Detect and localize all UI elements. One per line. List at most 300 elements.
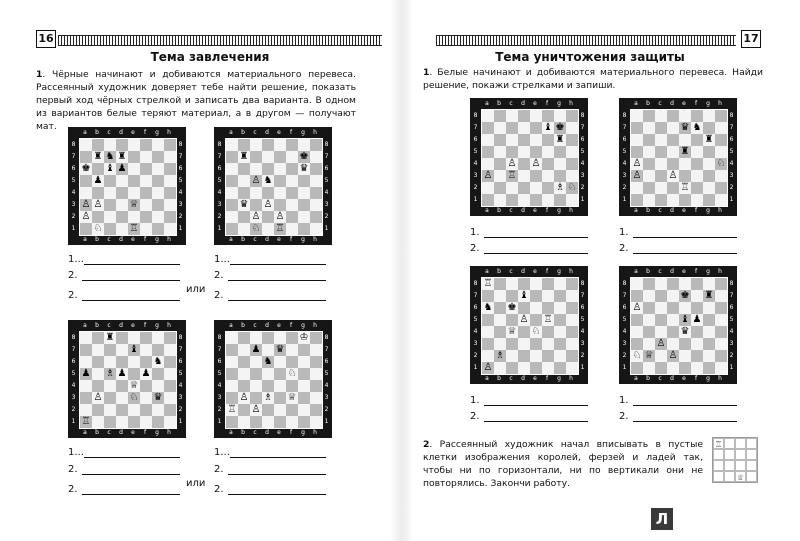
answer-line[interactable]: 2. [214, 270, 326, 281]
board-square[interactable] [703, 302, 715, 314]
board-square[interactable] [116, 175, 128, 187]
board-square[interactable] [92, 368, 104, 380]
board-square[interactable] [631, 134, 643, 146]
board-square[interactable] [643, 110, 655, 122]
board-square[interactable] [703, 158, 715, 170]
board-square[interactable] [667, 326, 679, 338]
board-square[interactable] [92, 211, 104, 223]
board-square[interactable] [506, 362, 518, 374]
board-square[interactable] [140, 151, 152, 163]
chess-piece-d6[interactable]: ♟ [117, 163, 127, 174]
board-square[interactable] [80, 223, 92, 235]
board-square[interactable] [691, 134, 703, 146]
board-square[interactable] [631, 326, 643, 338]
board-square[interactable] [518, 158, 530, 170]
board-square[interactable] [643, 194, 655, 206]
board-square[interactable] [116, 187, 128, 199]
chess-piece-e5[interactable]: ♝ [680, 314, 690, 325]
board-square[interactable] [104, 380, 116, 392]
board-square[interactable] [506, 278, 518, 290]
board-square[interactable] [152, 151, 164, 163]
board-square[interactable] [703, 182, 715, 194]
board-square[interactable] [494, 122, 506, 134]
board-square[interactable] [703, 110, 715, 122]
board-square[interactable] [128, 404, 140, 416]
board-square[interactable] [655, 134, 667, 146]
board-square[interactable] [164, 151, 176, 163]
board-square[interactable] [140, 211, 152, 223]
chess-piece-d2[interactable]: ♙ [668, 350, 678, 361]
board-square[interactable] [164, 404, 176, 416]
board-square[interactable] [274, 332, 286, 344]
board-square[interactable] [655, 122, 667, 134]
board-square[interactable] [667, 146, 679, 158]
board-square[interactable] [715, 146, 727, 158]
board-square[interactable] [262, 404, 274, 416]
chess-piece-d3[interactable]: ♙ [668, 170, 678, 181]
chess-piece-c4[interactable]: ♕ [507, 326, 517, 337]
board-square[interactable] [482, 326, 494, 338]
board-square[interactable] [238, 175, 250, 187]
board-square[interactable] [116, 416, 128, 428]
board-square[interactable] [643, 278, 655, 290]
board-square[interactable] [298, 392, 310, 404]
chess-piece-c1[interactable]: ♘ [251, 223, 261, 234]
board-square[interactable] [506, 134, 518, 146]
board-square[interactable] [104, 344, 116, 356]
board-square[interactable] [286, 404, 298, 416]
board-square[interactable] [250, 368, 262, 380]
board-square[interactable] [250, 416, 262, 428]
board-square[interactable] [566, 362, 578, 374]
board-square[interactable] [80, 404, 92, 416]
board-square[interactable] [80, 187, 92, 199]
chess-piece-g6[interactable]: ♞ [153, 356, 163, 367]
chess-piece-h4[interactable]: ♘ [716, 158, 726, 169]
board-square[interactable] [679, 350, 691, 362]
board-square[interactable] [226, 416, 238, 428]
board-square[interactable] [274, 392, 286, 404]
board-square[interactable] [691, 350, 703, 362]
board-square[interactable] [494, 158, 506, 170]
answer-line[interactable]: 2. [214, 464, 326, 475]
board-square[interactable] [482, 146, 494, 158]
board-square[interactable] [691, 170, 703, 182]
board-square[interactable] [310, 368, 322, 380]
board-square[interactable] [518, 122, 530, 134]
board-square[interactable] [631, 362, 643, 374]
chess-piece-f7[interactable]: ♞ [692, 122, 702, 133]
board-square[interactable] [298, 380, 310, 392]
board-square[interactable] [152, 175, 164, 187]
board-square[interactable] [643, 338, 655, 350]
board-square[interactable] [643, 122, 655, 134]
chess-piece-d5[interactable]: ♟ [117, 368, 127, 379]
board-square[interactable] [238, 163, 250, 175]
board-square[interactable] [643, 314, 655, 326]
board-square[interactable] [542, 362, 554, 374]
board-square[interactable] [262, 332, 274, 344]
board-square[interactable] [643, 146, 655, 158]
chess-piece-e3[interactable]: ♕ [129, 199, 139, 210]
answer-line[interactable]: 1... [214, 447, 326, 458]
chess-piece-e2[interactable]: ♙ [275, 211, 285, 222]
chess-piece-a4[interactable]: ♙ [632, 158, 642, 169]
board-square[interactable] [140, 356, 152, 368]
board-square[interactable] [80, 380, 92, 392]
board-square[interactable] [518, 170, 530, 182]
chess-piece-a3[interactable]: ♙ [483, 170, 493, 181]
chess-piece-a2[interactable]: ♙ [81, 211, 91, 222]
answer-line[interactable]: 2. [214, 484, 326, 495]
board-square[interactable] [679, 134, 691, 146]
board-square[interactable] [164, 199, 176, 211]
chess-piece-a6[interactable]: ♚ [81, 163, 91, 174]
board-square[interactable] [679, 158, 691, 170]
board-square[interactable] [482, 194, 494, 206]
board-square[interactable] [667, 314, 679, 326]
board-square[interactable] [715, 170, 727, 182]
board-square[interactable] [104, 404, 116, 416]
board-square[interactable] [667, 278, 679, 290]
board-square[interactable] [226, 199, 238, 211]
board-square[interactable] [128, 356, 140, 368]
chess-piece-a5[interactable]: ♟ [81, 368, 91, 379]
board-square[interactable] [494, 326, 506, 338]
board-square[interactable] [164, 175, 176, 187]
board-square[interactable] [530, 182, 542, 194]
board-square[interactable] [140, 404, 152, 416]
board-square[interactable] [128, 139, 140, 151]
chess-piece-d7[interactable]: ♜ [117, 151, 127, 162]
board-square[interactable] [691, 290, 703, 302]
board-square[interactable] [554, 290, 566, 302]
board-square[interactable] [703, 194, 715, 206]
board-square[interactable] [655, 110, 667, 122]
board-square[interactable] [655, 350, 667, 362]
board-square[interactable] [530, 290, 542, 302]
board-square[interactable] [542, 110, 554, 122]
board-square[interactable] [566, 326, 578, 338]
board-square[interactable] [679, 278, 691, 290]
chess-piece-b3[interactable]: ♙ [239, 392, 249, 403]
board-square[interactable] [238, 332, 250, 344]
board-square[interactable] [226, 380, 238, 392]
board-square[interactable] [667, 182, 679, 194]
board-square[interactable] [286, 163, 298, 175]
board-square[interactable] [140, 187, 152, 199]
puzzle-cell[interactable] [735, 438, 746, 449]
board-square[interactable] [164, 187, 176, 199]
board-square[interactable] [554, 362, 566, 374]
board-square[interactable] [250, 139, 262, 151]
board-square[interactable] [128, 151, 140, 163]
chess-piece-e7[interactable]: ♝ [129, 344, 139, 355]
board-square[interactable] [643, 362, 655, 374]
chess-piece-d5[interactable]: ♙ [519, 314, 529, 325]
board-square[interactable] [152, 223, 164, 235]
board-square[interactable] [164, 344, 176, 356]
board-square[interactable] [518, 194, 530, 206]
board-square[interactable] [238, 139, 250, 151]
board-square[interactable] [506, 146, 518, 158]
board-square[interactable] [80, 356, 92, 368]
board-square[interactable] [298, 223, 310, 235]
board-square[interactable] [679, 302, 691, 314]
board-square[interactable] [80, 332, 92, 344]
board-square[interactable] [715, 326, 727, 338]
chess-piece-a3[interactable]: ♙ [632, 170, 642, 181]
chess-piece-f5[interactable]: ♖ [543, 314, 553, 325]
board-square[interactable] [128, 211, 140, 223]
board-square[interactable] [310, 332, 322, 344]
answer-line[interactable]: 1. [619, 227, 737, 238]
board-square[interactable] [715, 338, 727, 350]
board-square[interactable] [286, 199, 298, 211]
board-square[interactable] [116, 199, 128, 211]
chess-piece-c4[interactable]: ♙ [507, 158, 517, 169]
board-square[interactable] [542, 278, 554, 290]
chess-piece-a1[interactable]: ♖ [81, 416, 91, 427]
board-square[interactable] [655, 326, 667, 338]
board-square[interactable] [703, 338, 715, 350]
board-square[interactable] [262, 416, 274, 428]
board-square[interactable] [566, 146, 578, 158]
board-square[interactable] [643, 158, 655, 170]
board-square[interactable] [250, 380, 262, 392]
board-square[interactable] [164, 356, 176, 368]
board-square[interactable] [80, 344, 92, 356]
board-square[interactable] [566, 302, 578, 314]
board-square[interactable] [566, 158, 578, 170]
board-square[interactable] [238, 380, 250, 392]
board-square[interactable] [226, 175, 238, 187]
puzzle-cell[interactable] [735, 449, 746, 460]
board-square[interactable] [554, 314, 566, 326]
board-square[interactable] [116, 380, 128, 392]
board-square[interactable] [274, 163, 286, 175]
board-square[interactable] [226, 368, 238, 380]
board-square[interactable] [262, 380, 274, 392]
board-square[interactable] [494, 314, 506, 326]
board-square[interactable] [238, 187, 250, 199]
board-square[interactable] [92, 344, 104, 356]
board-square[interactable] [226, 187, 238, 199]
answer-line[interactable]: 1. [470, 395, 588, 406]
board-square[interactable] [274, 151, 286, 163]
puzzle-cell[interactable] [746, 438, 757, 449]
board-square[interactable] [518, 302, 530, 314]
board-square[interactable] [274, 404, 286, 416]
chess-piece-c5[interactable]: ♙ [251, 175, 261, 186]
board-square[interactable] [643, 170, 655, 182]
chess-piece-e3[interactable]: ♘ [129, 392, 139, 403]
board-square[interactable] [274, 416, 286, 428]
board-square[interactable] [104, 139, 116, 151]
board-square[interactable] [104, 416, 116, 428]
board-square[interactable] [542, 182, 554, 194]
chess-piece-d5[interactable]: ♞ [263, 175, 273, 186]
board-square[interactable] [152, 211, 164, 223]
board-square[interactable] [310, 356, 322, 368]
board-square[interactable] [703, 350, 715, 362]
board-square[interactable] [518, 146, 530, 158]
board-square[interactable] [310, 392, 322, 404]
board-square[interactable] [554, 302, 566, 314]
chess-piece-b3[interactable]: ♙ [93, 392, 103, 403]
puzzle-cell[interactable] [746, 449, 757, 460]
board-square[interactable] [494, 194, 506, 206]
board-square[interactable] [482, 134, 494, 146]
chess-piece-e4[interactable]: ♕ [129, 380, 139, 391]
board-square[interactable] [691, 362, 703, 374]
board-square[interactable] [140, 380, 152, 392]
answer-line[interactable]: 2. [214, 290, 326, 301]
puzzle-cell[interactable] [724, 449, 735, 460]
board-square[interactable] [554, 338, 566, 350]
board-square[interactable] [262, 344, 274, 356]
board-square[interactable] [679, 170, 691, 182]
board-square[interactable] [530, 146, 542, 158]
board-square[interactable] [542, 134, 554, 146]
board-square[interactable] [703, 278, 715, 290]
board-square[interactable] [92, 163, 104, 175]
board-square[interactable] [298, 356, 310, 368]
board-square[interactable] [566, 338, 578, 350]
chess-piece-c5[interactable]: ♗ [105, 368, 115, 379]
chess-piece-f7[interactable]: ♝ [543, 122, 553, 133]
board-square[interactable] [226, 151, 238, 163]
board-square[interactable] [262, 187, 274, 199]
board-square[interactable] [703, 122, 715, 134]
board-square[interactable] [298, 187, 310, 199]
puzzle-cell[interactable] [746, 471, 757, 482]
board-square[interactable] [104, 356, 116, 368]
chess-piece-b2[interactable]: ♕ [644, 350, 654, 361]
board-square[interactable] [250, 199, 262, 211]
board-square[interactable] [530, 194, 542, 206]
board-square[interactable] [566, 194, 578, 206]
board-square[interactable] [667, 362, 679, 374]
board-square[interactable] [140, 344, 152, 356]
board-square[interactable] [140, 416, 152, 428]
board-square[interactable] [655, 158, 667, 170]
board-square[interactable] [679, 194, 691, 206]
board-square[interactable] [128, 187, 140, 199]
board-square[interactable] [542, 290, 554, 302]
chess-piece-c6[interactable]: ♚ [507, 302, 517, 313]
board-square[interactable] [262, 139, 274, 151]
board-square[interactable] [506, 338, 518, 350]
board-square[interactable] [298, 368, 310, 380]
board-square[interactable] [226, 344, 238, 356]
board-square[interactable] [655, 362, 667, 374]
board-square[interactable] [655, 314, 667, 326]
answer-line[interactable]: 1... [68, 254, 180, 265]
chess-piece-a2[interactable]: ♘ [632, 350, 642, 361]
board-square[interactable] [226, 223, 238, 235]
board-square[interactable] [226, 332, 238, 344]
board-square[interactable] [631, 122, 643, 134]
chess-piece-a3[interactable]: ♙ [81, 199, 91, 210]
chess-piece-e5[interactable]: ♜ [680, 146, 690, 157]
board-square[interactable] [566, 134, 578, 146]
board-square[interactable] [530, 350, 542, 362]
board-square[interactable] [530, 338, 542, 350]
board-square[interactable] [286, 139, 298, 151]
answer-line[interactable]: 2. [470, 411, 588, 422]
board-square[interactable] [554, 170, 566, 182]
board-square[interactable] [164, 332, 176, 344]
board-square[interactable] [310, 139, 322, 151]
board-square[interactable] [298, 199, 310, 211]
answer-line[interactable]: 1. [619, 395, 737, 406]
board-square[interactable] [518, 182, 530, 194]
board-square[interactable] [482, 290, 494, 302]
board-square[interactable] [691, 278, 703, 290]
board-square[interactable] [542, 146, 554, 158]
board-square[interactable] [518, 326, 530, 338]
chess-piece-b1[interactable]: ♘ [93, 223, 103, 234]
board-square[interactable] [530, 122, 542, 134]
board-square[interactable] [667, 122, 679, 134]
chess-piece-f5[interactable]: ♘ [287, 368, 297, 379]
board-square[interactable] [667, 158, 679, 170]
chess-piece-b7[interactable]: ♜ [93, 151, 103, 162]
board-square[interactable] [310, 151, 322, 163]
board-square[interactable] [530, 170, 542, 182]
board-square[interactable] [238, 223, 250, 235]
board-square[interactable] [152, 187, 164, 199]
board-square[interactable] [152, 368, 164, 380]
board-square[interactable] [274, 139, 286, 151]
board-square[interactable] [140, 139, 152, 151]
board-square[interactable] [482, 338, 494, 350]
board-square[interactable] [164, 211, 176, 223]
board-square[interactable] [116, 392, 128, 404]
answer-line[interactable]: 1. [470, 227, 588, 238]
board-square[interactable] [691, 182, 703, 194]
chess-piece-e1[interactable]: ♖ [275, 223, 285, 234]
board-square[interactable] [691, 326, 703, 338]
chess-piece-b3[interactable]: ♛ [239, 199, 249, 210]
board-square[interactable] [286, 356, 298, 368]
board-square[interactable] [298, 139, 310, 151]
board-square[interactable] [494, 146, 506, 158]
board-square[interactable] [518, 362, 530, 374]
board-square[interactable] [715, 194, 727, 206]
board-square[interactable] [286, 380, 298, 392]
board-square[interactable] [310, 175, 322, 187]
board-square[interactable] [310, 223, 322, 235]
board-square[interactable] [518, 350, 530, 362]
board-square[interactable] [703, 314, 715, 326]
board-square[interactable] [92, 380, 104, 392]
chess-piece-g7[interactable]: ♚ [555, 122, 565, 133]
board-square[interactable] [494, 338, 506, 350]
board-square[interactable] [164, 380, 176, 392]
puzzle-cell[interactable] [724, 460, 735, 471]
board-square[interactable] [250, 151, 262, 163]
board-square[interactable] [506, 182, 518, 194]
board-square[interactable] [667, 194, 679, 206]
board-square[interactable] [140, 392, 152, 404]
board-square[interactable] [116, 332, 128, 344]
board-square[interactable] [104, 187, 116, 199]
board-square[interactable] [667, 338, 679, 350]
board-square[interactable] [655, 278, 667, 290]
chess-piece-e7[interactable]: ♛ [275, 344, 285, 355]
